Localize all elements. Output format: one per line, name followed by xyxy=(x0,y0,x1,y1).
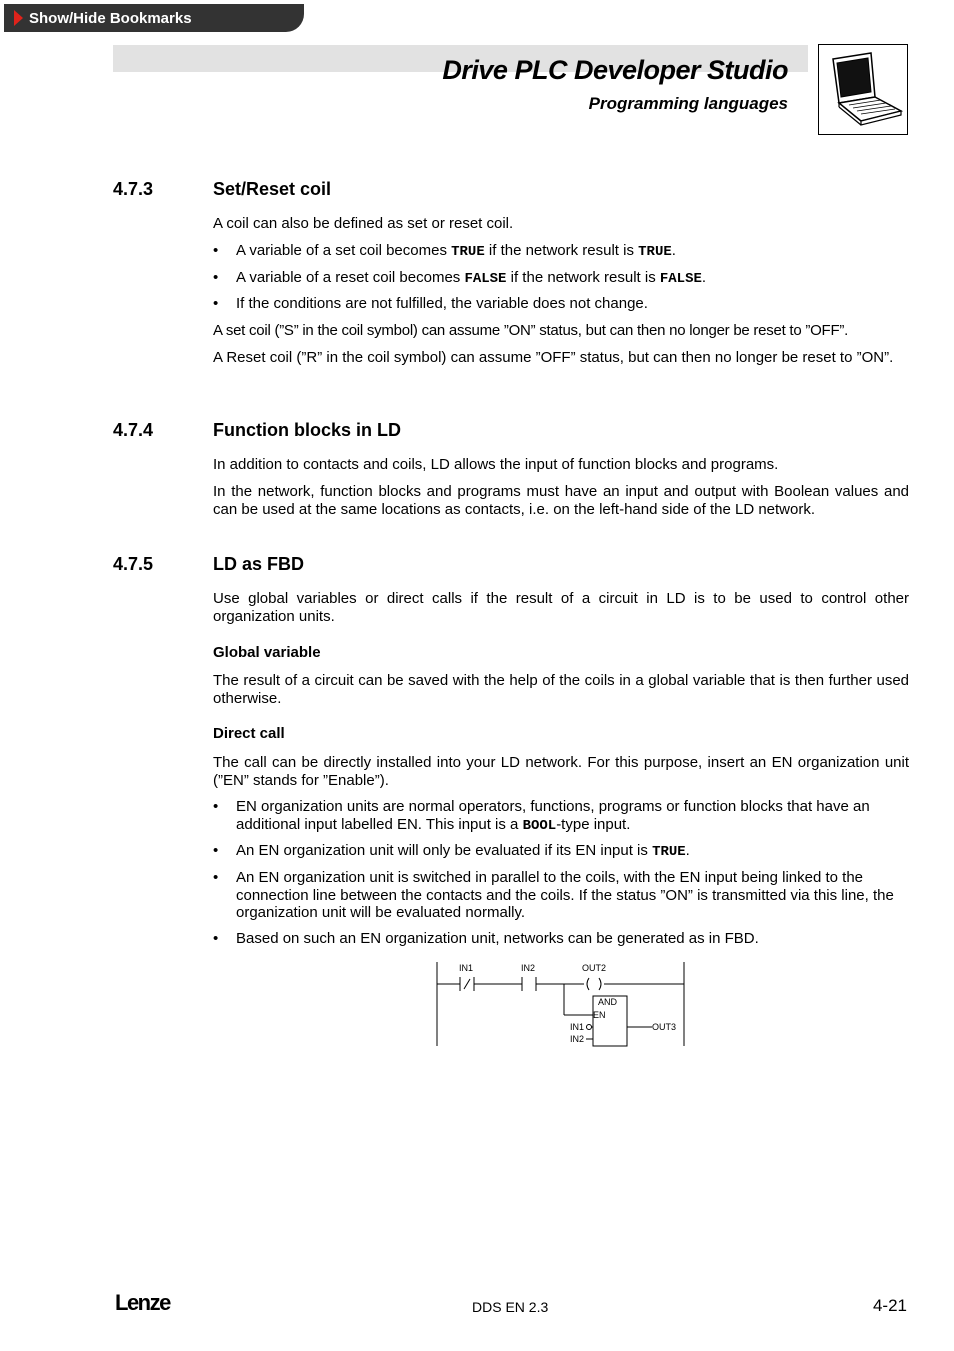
section-title-ld-as-fbd: LD as FBD xyxy=(213,554,305,574)
label-in2: IN2 xyxy=(521,963,536,973)
bullet-dot: • xyxy=(213,295,219,312)
paragraph: A set coil (”S” in the coil symbol) can assume ”ON” status, but can then no longer be reset to ”OFF”. xyxy=(213,322,849,339)
ld-network-diagram xyxy=(428,958,698,1052)
document-title: Drive PLC Developer Studio xyxy=(442,55,788,85)
section-title-set-reset-coil: Set/Reset coil xyxy=(213,179,332,199)
code-true: TRUE xyxy=(451,244,485,260)
period: . xyxy=(685,842,690,859)
label-out2: OUT2 xyxy=(582,963,607,973)
period: . xyxy=(671,242,676,259)
bullet-text: An EN organization unit is switched in parallel to the coils, with the EN input being linked to the connection line between the contacts and the coils. If the status ”ON” is transmitted via this line, the organization unit will be evaluated normally. xyxy=(236,869,894,921)
label-in1: IN1 xyxy=(459,963,474,973)
bullet-item xyxy=(213,842,909,862)
footer-document-id: DDS EN 2.3 xyxy=(472,1299,549,1315)
bullet-text: if the network result is xyxy=(506,269,660,286)
bullet-item xyxy=(213,242,909,262)
label-fb-in2: IN2 xyxy=(570,1034,585,1044)
in2-contact xyxy=(522,977,536,991)
bullet-item xyxy=(213,798,909,835)
out2-coil xyxy=(587,978,601,990)
paragraph: In addition to contacts and coils, LD allows the input of function blocks and programs. xyxy=(213,456,779,473)
subheading-global-variable: Global variable xyxy=(213,644,321,661)
bullet-text: A variable of a set coil becomes xyxy=(236,242,452,259)
section-title-function-blocks: Function blocks in LD xyxy=(213,420,401,440)
bullet-text: A variable of a reset coil becomes xyxy=(236,269,465,286)
bullet-item xyxy=(213,869,909,922)
label-out3: OUT3 xyxy=(652,1022,677,1032)
bullet-item xyxy=(213,295,909,313)
bullet-dot: • xyxy=(213,798,219,815)
paragraph: The call can be directly installed into your LD network. For this purpose, insert an EN organization unit (”EN” stands for ”Enable”). xyxy=(213,754,909,789)
bullet-text: -type input. xyxy=(556,815,631,833)
bullet-text: EN organization units are normal operators, functions, programs or function blocks that have an additional input labelled EN. This input is a xyxy=(236,798,870,833)
section-number-4-7-5: 4.7.5 xyxy=(113,554,154,574)
bullet-dot: • xyxy=(213,269,219,286)
laptop-icon xyxy=(818,44,908,135)
section-number-4-7-4: 4.7.4 xyxy=(113,420,154,440)
negation-circle xyxy=(587,1025,592,1030)
period: . xyxy=(701,269,707,286)
bullet-dot: • xyxy=(213,242,219,259)
bullet-text: Based on such an EN organization unit, networks can be generated as in FBD. xyxy=(236,930,759,947)
code-false: FALSE xyxy=(659,271,702,287)
bullet-item xyxy=(213,930,909,948)
bullet-dot: • xyxy=(213,930,219,947)
code-bool: BOOL xyxy=(522,817,557,834)
bullet-item xyxy=(213,269,909,289)
bullet-dot: • xyxy=(213,869,219,886)
code-false: FALSE xyxy=(464,271,507,287)
code-true: TRUE xyxy=(652,844,686,860)
paragraph: A Reset coil (”R” in the coil symbol) can assume ”OFF” status, but can then no longer be reset to ”ON”. xyxy=(213,349,894,366)
show-hide-bookmarks-button[interactable] xyxy=(4,4,304,32)
label-and: AND xyxy=(598,997,618,1007)
code-true: TRUE xyxy=(638,244,672,260)
triangle-right-icon xyxy=(14,10,23,26)
page-number: 4-21 xyxy=(872,1296,907,1315)
paragraph: A coil can also be defined as set or reset coil. xyxy=(213,215,514,232)
bullet-text: If the conditions are not fulfilled, the variable does not change. xyxy=(236,295,648,312)
label-fb-in1: IN1 xyxy=(570,1022,585,1032)
document-subtitle: Programming languages xyxy=(588,94,788,113)
bullet-text: if the network result is xyxy=(484,242,639,259)
bookmarks-button-label: Show/Hide Bookmarks xyxy=(29,9,192,27)
bullet-dot: • xyxy=(213,842,219,859)
lenze-logo: Lenze xyxy=(115,1290,170,1315)
section-number-4-7-3: 4.7.3 xyxy=(113,179,154,199)
bullet-text: An EN organization unit will only be evaluated if its EN input is xyxy=(236,842,653,859)
paragraph: In the network, function blocks and programs must have an input and output with Boolean values and can be used at the same locations as contacts, i.e. on the left-hand side of the LD network. xyxy=(213,483,909,518)
label-en: EN xyxy=(593,1010,606,1020)
paragraph: Use global variables or direct calls if the result of a circuit in LD is to be used to control other organization units. xyxy=(213,590,909,625)
in1-negated-contact xyxy=(460,977,474,991)
paragraph: The result of a circuit can be saved with the help of the coils in a global variable that is then further used otherwise. xyxy=(213,672,909,707)
subheading-direct-call: Direct call xyxy=(213,725,285,742)
